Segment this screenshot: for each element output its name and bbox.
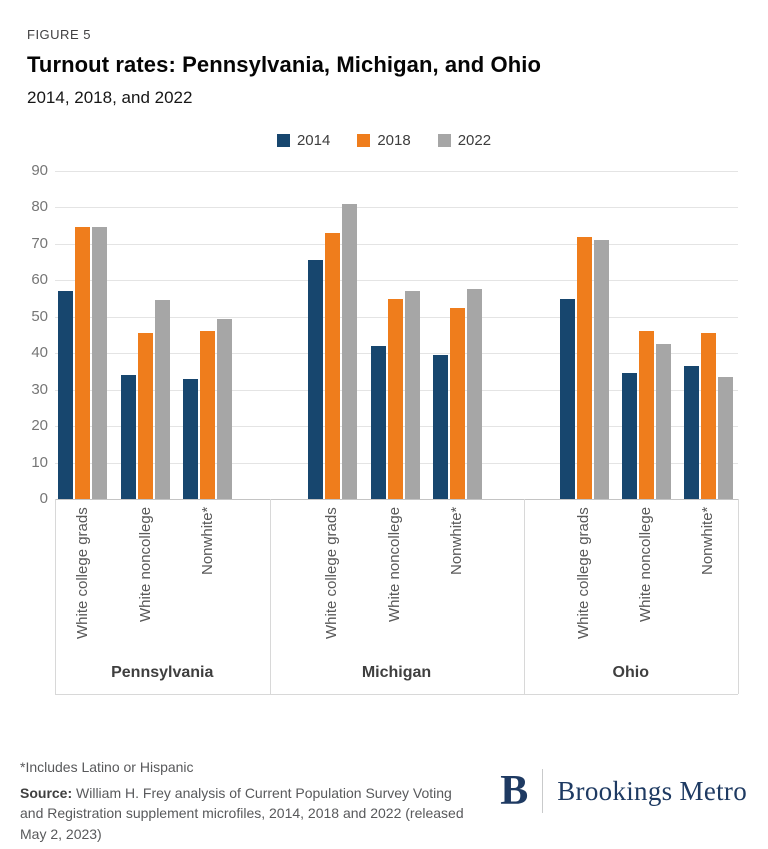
bar: [388, 299, 403, 499]
gridline: [55, 499, 738, 500]
category-label: White noncollege: [637, 507, 654, 623]
bar: [577, 237, 592, 499]
category-label: White noncollege: [136, 507, 154, 623]
gridline: [55, 280, 738, 281]
bar: [701, 333, 716, 499]
y-tick-label: 0: [39, 490, 48, 507]
bar: [639, 331, 654, 499]
source-label: Source:: [20, 785, 73, 801]
y-tick-label: 20: [31, 417, 48, 435]
category-label: White college grads: [575, 507, 592, 639]
group-label: Michigan: [361, 664, 432, 681]
chart-area: [0, 159, 768, 699]
bar: [75, 227, 90, 499]
category-label: White college grads: [323, 507, 340, 639]
bar: [450, 308, 465, 499]
legend-swatch-icon: [438, 134, 451, 147]
bar: [121, 375, 136, 499]
legend-item: [438, 132, 491, 149]
bar: [656, 344, 671, 499]
y-tick-label: 30: [31, 380, 48, 398]
group-divider: [55, 499, 56, 694]
figure-footer: [0, 699, 768, 844]
group-divider: [738, 499, 739, 694]
brookings-metro-logo: [500, 769, 747, 813]
bar: [308, 260, 323, 499]
category-label: White college grads: [73, 507, 91, 639]
logo-divider: [542, 769, 543, 813]
bar: [183, 379, 198, 499]
category-label: Nonwhite*: [699, 507, 716, 576]
y-tick-label: 90: [31, 162, 48, 179]
axis-bottom-border: [55, 694, 738, 695]
bar: [155, 300, 170, 499]
bar: [467, 289, 482, 499]
bar: [92, 227, 107, 499]
bar: [560, 299, 575, 499]
gridline: [55, 207, 738, 208]
bar: [342, 204, 357, 499]
legend: [0, 132, 768, 148]
gridline: [55, 244, 738, 245]
gridline: [55, 171, 738, 172]
figure-subtitle: 2014, 2018, and 2022: [27, 88, 193, 107]
source-body: William H. Frey analysis of Current Population Survey Voting and Registration supplement microfiles, 2014, 2018 and 2022 (released May 2, 2023): [20, 785, 464, 842]
legend-label: 2018: [377, 131, 411, 149]
footnote: *Includes Latino or Hispanic: [20, 759, 194, 775]
bar: [325, 233, 340, 499]
group-divider: [524, 499, 525, 694]
bar: [200, 331, 215, 499]
bar: [138, 333, 153, 499]
source-text: [20, 783, 472, 844]
group-label: Pennsylvania: [111, 664, 214, 681]
figure-label: FIGURE 5: [27, 27, 91, 42]
bar: [718, 377, 733, 499]
y-tick-label: 40: [31, 344, 48, 362]
y-tick-label: 50: [31, 307, 48, 325]
legend-label: 2014: [296, 131, 331, 149]
y-tick-label: 10: [31, 453, 48, 471]
group-label: Ohio: [612, 664, 649, 681]
category-label: Nonwhite*: [448, 507, 465, 576]
bar: [433, 355, 448, 499]
brookings-b-logo-icon: B: [500, 768, 529, 814]
group-divider: [270, 499, 271, 694]
category-label: Nonwhite*: [198, 507, 216, 576]
legend-swatch-icon: [357, 134, 370, 147]
y-tick-label: 70: [31, 234, 48, 252]
bar: [371, 346, 386, 499]
figure-header: [0, 0, 768, 108]
page-title: Turnout rates: Pennsylvania, Michigan, and Ohio: [27, 52, 542, 77]
logo-name: Brookings Metro: [557, 775, 747, 806]
bar: [405, 291, 420, 499]
legend-label: 2022: [457, 131, 492, 149]
y-tick-label: 60: [31, 271, 48, 289]
legend-item: [357, 132, 410, 149]
bar: [217, 319, 232, 499]
y-tick-label: 80: [31, 198, 48, 216]
bar: [684, 366, 699, 499]
legend-swatch-icon: [277, 134, 290, 147]
bar: [594, 240, 609, 499]
bar: [58, 291, 73, 499]
bar: [622, 373, 637, 499]
notes-block: [20, 759, 472, 844]
category-label: White noncollege: [386, 507, 403, 623]
legend-item: [277, 132, 330, 149]
